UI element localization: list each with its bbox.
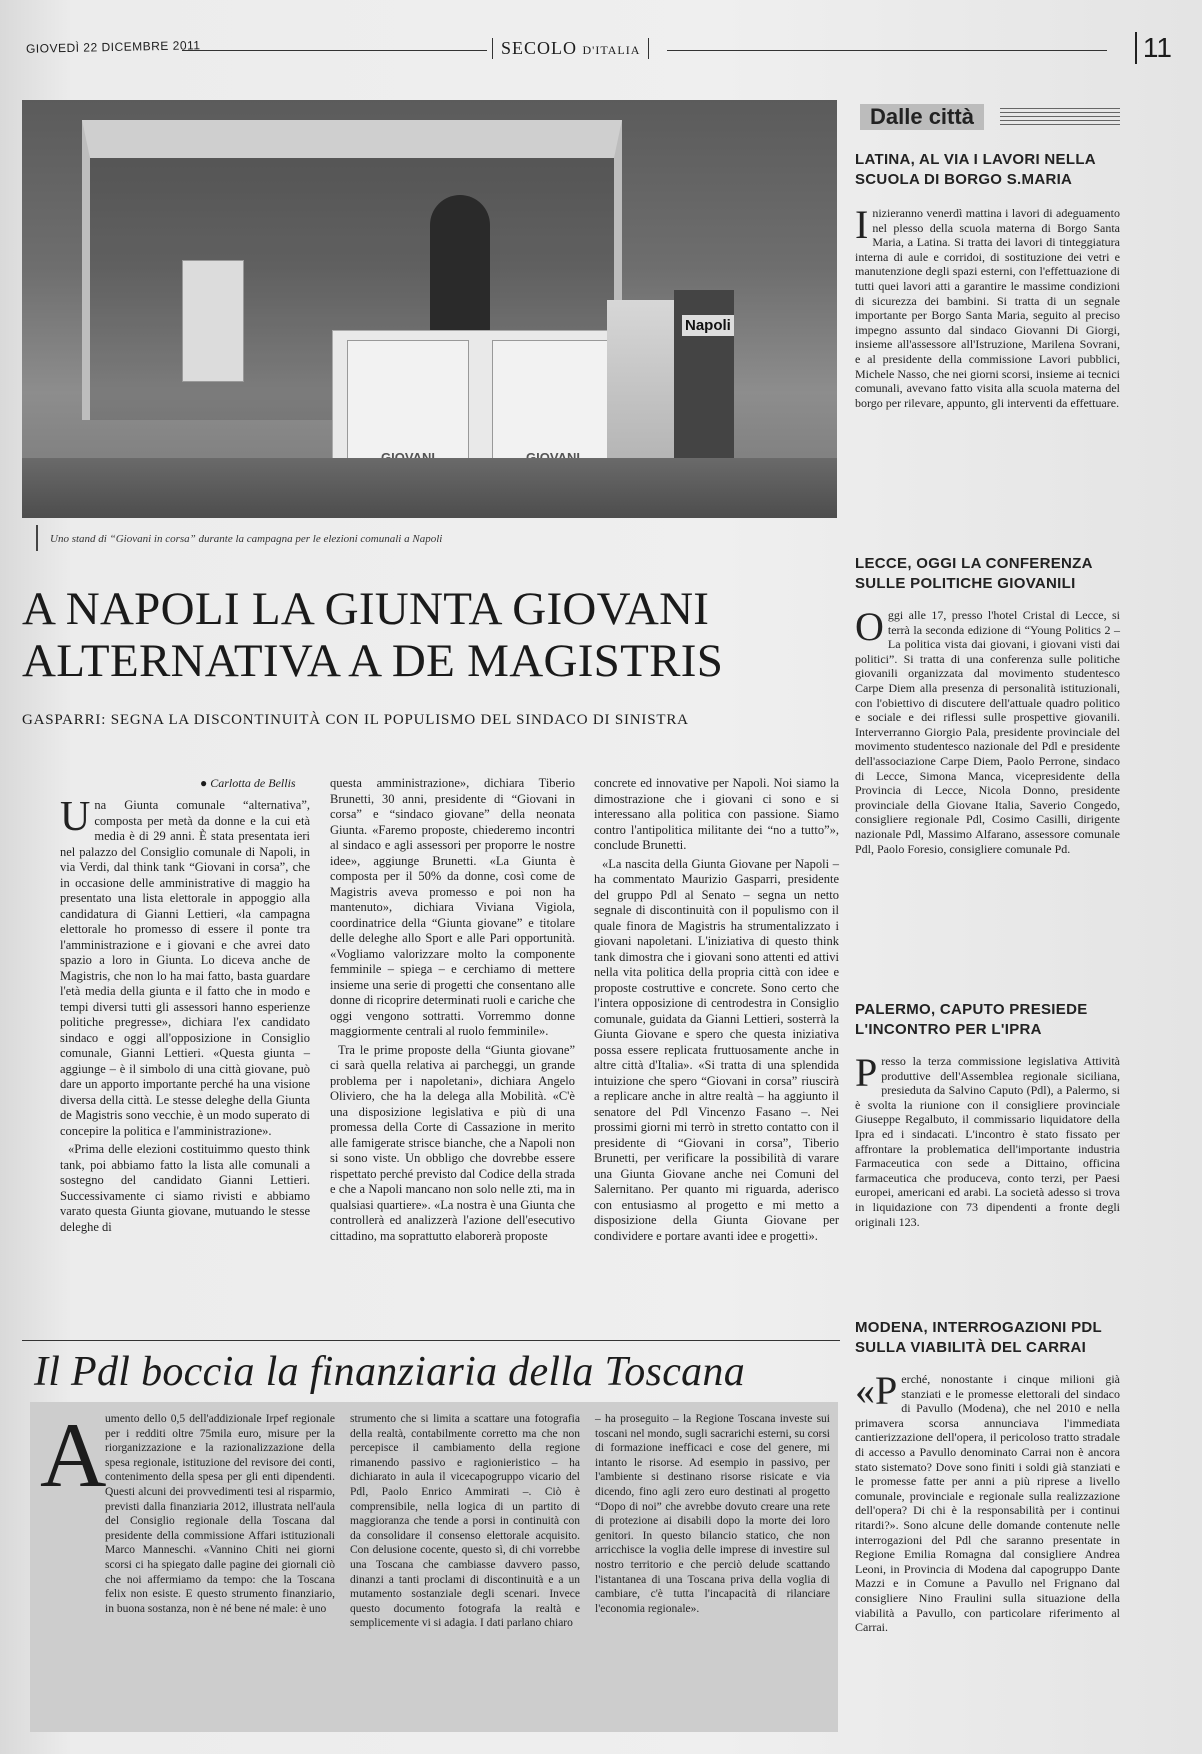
dropcap: P — [855, 1050, 878, 1095]
dropcap: O — [855, 604, 884, 649]
paragraph: resso la terza commissione legislativa Attività produttive dell'Assemblea regionale siciliana, presieduta da Salvino Caputo (Pdl), a Palermo, si è svolta la riunione con il consigliere provinciale Giuseppe Regalbuto, il commissario liquidatore della Ipra ed i sindacati. L'incontro è stato fissato per affrontare la problematica dell'importante industria Farmaceutica con sede a Dittaino, officina farmaceutica che produceva, conto terzi, per Paesi europei, americani ed arabi. La società adesso si trova in liquidazione con 73 dipendenti a fronte degli originali 123. — [855, 1054, 1120, 1229]
paragraph: questa amministrazione», dichiara Tiberio Brunetti, 30 anni, presidente di “Giovani in corsa” e “sindaco giovane” della neonata Giunta. «Faremo proposte, chiederemo incontri al sindaco e agli assessori per proporre le nostre idee», aggiunge Brunetti. «La Giunta è composta per il 50% da donne, così come de Magistris aveva promesso e poi non ha mantenuto», dichiara Viviana Vigiola, coordinatrice della “Giunta giovane” e titolare delle deleghe allo Sport e alle Pari opportunità. «Vogliamo valorizzare molto la componente femminile – spiega – e cerchiamo di mettere insieme una serie di progetti che consentano alle donne di ricoprire determinati ruoli e cariche che oggi vengono sottratti. Vorremmo donne maggiormente centrali al ruolo femminile». — [330, 776, 575, 1038]
finanziaria-column-2 — [350, 1412, 580, 1631]
person-figure — [430, 195, 490, 335]
paragraph: umento dello 0,5 dell'addizionale Irpef regionale per i redditi oltre 75mila euro, misure per la riorganizzazione e la razionalizzazione della spesa regionale, istituzione del revisore dei conti, contenimento della spesa per gli enti dipendenti. Questi alcuni dei provvedimenti tesi al risparmio, previsti dalla finanziaria 2012, illustrata nell'aula del Consiglio regionale della Toscana dal presidente della commissione Affari istituzionali Marco Manneschi. «Vannino Chiti nei giorni scorsi ci ha spiegato dalle pagine dei giornali ciò che noi affermiamo da tempo: che la Toscana felix non esiste. E questo strumento finanziario, in buona sostanza, non è né bene né male: è uno — [105, 1413, 335, 1615]
headline-line: ALTERNATIVA A DE MAGISTRIS — [22, 635, 724, 687]
dropcap: I — [855, 202, 869, 247]
headline-line: PALERMO, CAPUTO PRESIEDE — [855, 1001, 1088, 1018]
finanziaria-headline: Il Pdl boccia la finanziaria della Toscana — [34, 1349, 746, 1395]
sidebar-headline — [855, 1318, 1120, 1358]
article-photo — [22, 100, 837, 518]
headline-line: L'INCONTRO PER L'IPRA — [855, 1021, 1042, 1038]
paragraph: «Prima delle elezioni costituimmo questo think tank, poi abbiamo fatto la lista alle comunali a sostegno del candidato Gianni Lettieri. Successivamente ci siamo rivisti e abbiamo varato questa Giunta giovane, mutuando le stesse deleghe di — [60, 1142, 310, 1234]
headline-line: LECCE, OGGI LA CONFERENZA — [855, 555, 1093, 572]
stand-sign — [182, 260, 244, 382]
dropcap: «P — [855, 1368, 898, 1413]
subheadline: GASPARRI: SEGNA LA DISCONTINUITÀ CON IL POPULISMO DEL SINDACO DI SINISTRA — [22, 712, 689, 728]
headline-line: SULLA VIABILITÀ DEL CARRAI — [855, 1339, 1087, 1356]
poster-text: Napoli — [682, 315, 734, 336]
sidebar-title: Dalle città — [860, 104, 984, 130]
paragraph: ggi alle 17, presso l'hotel Cristal di Lecce, si terrà la seconda edizione di “Young Politics 2 – La politica vista dai giovani, i giovani visti dai politici”. Si tratta di una conferenza sulle politiche giovanili organizzata dal movimento studentesco Carpe Diem alla presenza di personalità istituzionali, con l'obiettivo di discutere dell'attuale quadro politico e sociale e dei riflessi sulle prospettive giovanili. Interverranno Giorgio Pala, presidente provinciale del movimento studentesco nazionale del Pdl e presidente dell'associazione Carpe Diem, Paolo Perrone, sindaco di Lecce, Simona Manca, vicepresidente della Provincia di Lecce, Nicola Donno, presidente provinciale della Giovane Italia, Saverio Congedo, consigliere regionale Pdl, Cosimo Casilli, dirigente nazionale Pdl, Massimo Alfarano, assessore comunale Pdl, Paolo Foresio, consigliere comunale Pd. — [855, 608, 1120, 856]
sidebar-headline — [855, 150, 1120, 190]
headline-line: A NAPOLI LA GIUNTA GIOVANI — [22, 583, 710, 635]
sidebar-headline — [855, 1000, 1120, 1040]
headline-line: MODENA, INTERROGAZIONI PDL — [855, 1319, 1102, 1336]
paragraph: Tra le prime proposte della “Giunta giovane” ci sarà quella relativa ai parcheggi, un grande problema per i napoletani», dichiara Angelo Oliviero, che ha la delega alla Mobilità. «C'è una disposizione legislativa e più di una promessa della Corte di Cassazione in merito alle famigerate strisce bianche, che a Napoli non si sono viste. Un obbligo che dovrebbe essere rispettato perché previsto dal Codice della strada e che a Napoli mancano non solo nelle zti, ma in qualsiasi quartiere». «La nostra è una Giunta che controllerà ed analizzerà l'azione dell'esecutivo cittadino, ma soprattutto elaborerà proposte — [330, 1042, 575, 1243]
issue-date: GIOVEDÌ 22 DICEMBRE 2011 — [25, 38, 201, 56]
finanziaria-column-1 — [105, 1412, 335, 1616]
byline: ● Carlotta de Bellis — [200, 776, 296, 790]
paragraph: strumento che si limita a scattare una fotografia della realtà, contabilmente corretto ma che non percepisce il cambiamento della regione rimanendo passivo e ragionieristico – ha dichiarato in aula il vicecapogruppo vicario del Pdl, Paolo Enrico Ammirati –. Ciò è comprensibile, nella logica di un partito di maggioranza che tende a porsi in continuità con da consolidare il consenso elettorale acquisito. Con delusione cocente, questo sì, di chi vorrebbe una Toscana che cambiasse davvero passo, dinanzi a tanti proclami di discontinuità e a un mutamento sostanziale degli scenari. Invece questo documento fotografa la realtà e semplicemente vi si adagia. I dati parlano chiaro — [350, 1413, 580, 1630]
article-column-3 — [594, 776, 839, 1247]
finanziaria-column-3 — [595, 1412, 830, 1616]
headline-line: LATINA, AL VIA I LAVORI NELLA — [855, 151, 1096, 168]
headline-line: SULLE POLITICHE GIOVANILI — [855, 575, 1076, 592]
paragraph: erché, nonostante i cinque milioni già stanziati e le promesse elettorali del sindaco di Pavullo (Modena), che nel 2010 e nella primavera scorsa annunciava l'immediata cantierizzazione dell'opera, il pericoloso tratto stradale di accesso a Pavullo denominato Carrai non è ancora stato sistemato? Dove sono finiti i soldi già stanziati e le promesse fatte per anni a più riprese a livello comunale, provinciale e regionale sulla realizzazione dell'opera? Di chi è la responsabilità per i continui ritardi?». Sono alcune delle domande contenute nelle interrogazioni del Pdl che saranno presentate in Regione Emilia Romagna dal consigliere Andrea Leoni, in Provincia di Modena dal capogruppo Dante Mazzi e in Comune a Pavullo nel Frignano dal consigliere Nino Fraulini sulla situazione della viabilità a Pavullo, con particolare riferimento al Carrai. — [855, 1372, 1120, 1635]
paragraph: – ha proseguito – la Regione Toscana investe sui toscani nel mondo, sugli sacrarichi esterni, su corsi di formazione inefficaci e cose del genere, mi intanto le risorse. Ad esempio in passivo, per l'ambiente si destinano risorse risicate e via dicendo, fino agli zero euro destinati al progetto “Dopo di noi” che avrebbe dovuto creare una rete di protezione ai disabili dopo la morte dei loro genitori. In questo bilancio statico, che non arricchisce la voglia delle imprese di investire sul nostro territorio e che perciò delude scattando l'istantanea di una Toscana priva della voglia di cambiare, c'è tutta l'incapacità di rilanciare l'economia regionale». — [595, 1413, 830, 1615]
main-headline — [22, 583, 842, 687]
photo-caption: Uno stand di “Giovani in corsa” durante la campagna per le elezioni comunali a Napoli — [50, 533, 443, 545]
sidebar-headline — [855, 554, 1120, 594]
brand-suffix: D'ITALIA — [582, 43, 641, 57]
caption-bar — [36, 525, 38, 551]
masthead-rule — [182, 50, 487, 51]
sidebar-article — [855, 202, 1120, 410]
headline-line: SCUOLA DI BORGO S.MARIA — [855, 171, 1073, 188]
paragraph: nizieranno venerdì mattina i lavori di adeguamento nel plesso della scuola materna di Borgo Santa Maria, a Latina. Si tratta dei lavori di tinteggiatura interna di aule e corridoi, di sostituzione dei vetri e manutenzione degli spazi esterni, con l'effettuazione di tutti quei lavori atti a garantire le massime condizioni di sicurezza dei bambini. Si tratta di un segnale importante per Borgo Santa Maria, seguito al preciso impegno assunto dal sindaco Giovanni Di Giorgi, insieme all'assessore all'Istruzione, Marilena Sovrani, e al presidente della commissione Lavori pubblici, Michele Nasso, che nei giorni scorsi, insieme ai tecnici comunali, avevano fatto visita alla scuola materna del borgo per rilevare, appunto, gli interventi da effettuare. — [855, 206, 1120, 410]
article-column-2 — [330, 776, 575, 1247]
sidebar-article — [855, 1368, 1120, 1635]
sidebar-article — [855, 604, 1120, 856]
newspaper-brand — [492, 38, 649, 59]
paragraph: concrete ed innovative per Napoli. Noi siamo la dimostrazione che i giovani ci sono e si interessano alla politica con passione. Siamo contro l'antipolitica militante dei “no a tutto”», conclude Brunetti. — [594, 776, 839, 852]
brand-name: SECOLO — [501, 38, 578, 58]
dropcap-large: A — [40, 1404, 107, 1506]
section-rule — [22, 1340, 840, 1341]
dropcap: U — [60, 794, 91, 840]
sidebar-title-lines — [1000, 108, 1120, 128]
sidebar-article — [855, 1050, 1120, 1229]
masthead — [22, 28, 1172, 68]
ground-shape — [22, 458, 837, 518]
paragraph: «La nascita della Giunta Giovane per Napoli – ha commentato Maurizio Gasparri, presidente del gruppo Pdl al Senato – segna un netto segnale di discontinuità con il populismo con il quale finora de Magistris ha strumentalizzato i giovani napoletani. L'iniziativa di questo think tank dimostra che i giovani sono attenti ed attivi nella vita politica della propria città con idee e proposte costruttive e concrete. Sono certo che l'intera opposizione di centrodestra in Consiglio comunale, guidata da Gianni Lettieri, sosterrà la Giunta Giovane e spero che questa iniziativa possa essere replicata fruttuosamente anche in altre città d'Italia». «Si tratta di una splendida intuizione che spero “Giovani in corsa” riuscirà a replicare anche in altre realtà – ha aggiunto il senatore del Pdl Vincenzo Fasano –. Nei prossimi giorni mi terrò in stretto contatto con il presidente di “Giovani in corsa”, Tiberio Brunetti, per verificare la possibilità di varare una Giunta Giovane anche nei Comuni del Salernitano. Per quanto mi riguarda, aderisco con entusiasmo al progetto e mi metto a disposizione della Giunta Giovane per condividere e portare avanti idee e progetti». — [594, 856, 839, 1243]
paragraph: na Giunta comunale “alternativa”, composta per metà da donne e la cui età media è di 29 anni. È stata presentata ieri nel palazzo del Consiglio comunale di Napoli, in via Verdi, dal think tank “Giovani in corsa”, che in occasione delle amministrative di maggio ha presentato una lista elettorale in appoggio alla candidatura di Gianni Lettieri, «la campagna elettorale ho promesso di essere il ponte tra l'amministrazione e i giovani e che avrei dato spazio a loro in Giunta. Lo diceva anche de Magistris, che non lo ha mai fatto, basta guardare l'età media della giunta e il fatto che in modo e tempi diversi tutti gli assessori hanno esperienze politiche pregresse», dichiara l'ex candidato sindaco e oggi all'opposizione in Consiglio comunale, Gianni Lettieri. «Questa giunta – aggiunge – è il simbolo di una città giovane, può dare un apporto importante perché ha una visione diversa della città. Le stesse deleghe della Giunta de Magistris sono vecchie, è un modo superato di concepire la politica e l'amministrazione». — [60, 798, 310, 1138]
article-column-1 — [60, 794, 310, 1238]
masthead-rule — [667, 50, 1107, 51]
page-number: 11 — [1135, 32, 1172, 64]
